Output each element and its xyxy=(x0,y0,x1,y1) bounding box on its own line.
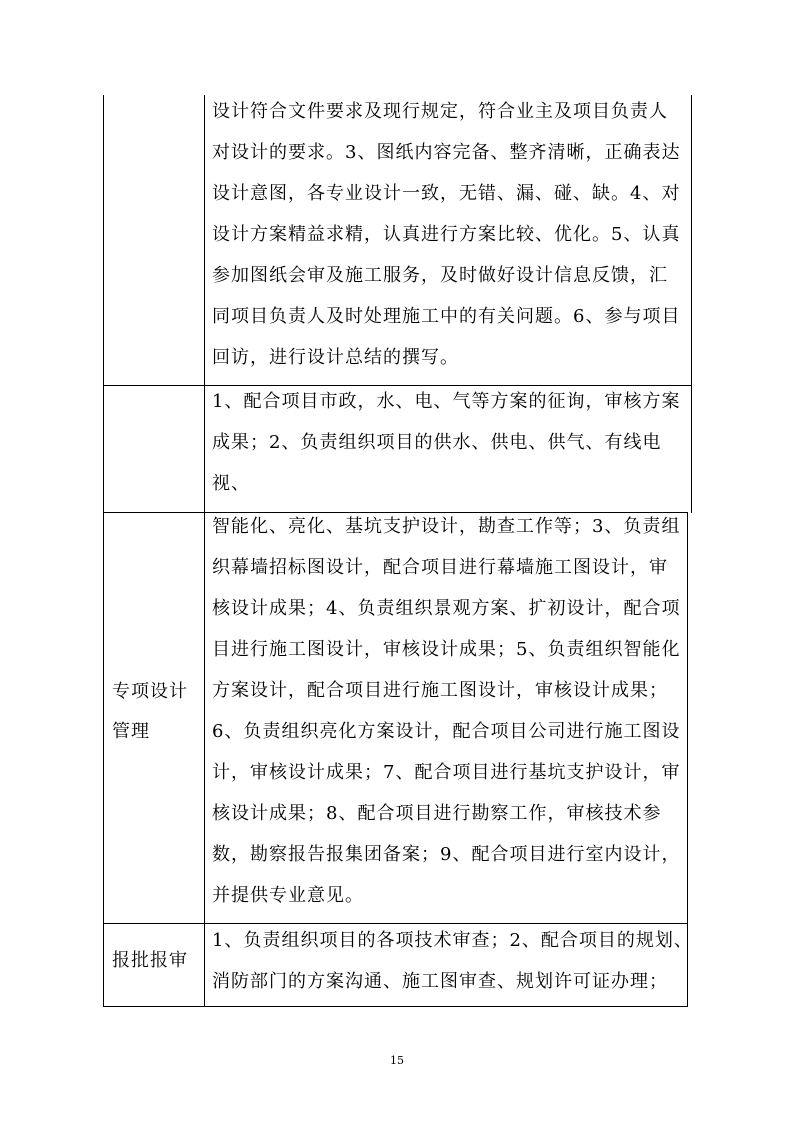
cell-text-line: 智能化、亮化、基坑支护设计，勘查工作等；3、负责组 xyxy=(212,516,681,537)
cell-text-line: 设计符合文件要求及现行规定，符合业主及项目负责人 xyxy=(212,101,668,122)
cell-text-line: 并提供专业意见。 xyxy=(212,885,364,906)
cell-text-line: 核设计成果；8、配合项目进行勘察工作，审核技术参 xyxy=(212,803,662,824)
table2-left-border xyxy=(103,512,104,1007)
table2-col-divider xyxy=(204,512,205,1007)
cell-text-line: 参加图纸会审及施工服务，及时做好设计信息反馈，汇 xyxy=(212,265,668,286)
table2-bottom-border xyxy=(103,1006,688,1007)
table2-row-divider xyxy=(103,923,688,924)
row-label: 报批报审 xyxy=(112,950,188,971)
cell-text-line: 核设计成果；4、负责组织景观方案、扩初设计，配合项 xyxy=(212,598,681,619)
row-label: 管理 xyxy=(112,721,150,742)
cell-text-line: 1、负责组织项目的各项技术审查；2、配合项目的规划、 xyxy=(212,930,693,951)
table1-right-border xyxy=(691,95,692,513)
cell-text-line: 设计方案精益求精，认真进行方案比较、优化。5、认真 xyxy=(212,224,681,245)
cell-text-line: 成果；2、负责组织项目的供水、供电、供气、有线电 xyxy=(212,432,662,453)
cell-text-line: 织幕墙招标图设计，配合项目进行幕墙施工图设计，审 xyxy=(212,557,668,578)
table1-col-divider xyxy=(204,95,205,512)
cell-text-line: 回访，进行设计总结的撰写。 xyxy=(212,347,459,368)
table1-left-border xyxy=(103,95,104,512)
cell-text-line: 6、负责组织亮化方案设计，配合项目公司进行施工图设 xyxy=(212,721,681,742)
cell-text-line: 设计意图，各专业设计一致，无错、漏、碰、缺。4、对 xyxy=(212,183,681,204)
cell-text-line: 方案设计，配合项目进行施工图设计，审核设计成果； xyxy=(212,680,668,701)
cell-text-line: 对设计的要求。3、图纸内容完备、整齐清晰，正确表达 xyxy=(212,142,681,163)
cell-text-line: 同项目负责人及时处理施工中的有关问题。6、参与项目 xyxy=(212,306,681,327)
table2-top-border xyxy=(103,512,688,513)
cell-text-line: 视、 xyxy=(212,473,250,494)
page-number: 15 xyxy=(390,1054,404,1067)
cell-text-line: 消防部门的方案沟通、施工图审查、规划许可证办理； xyxy=(212,971,668,992)
cell-text-line: 1、配合项目市政，水、电、气等方案的征询，审核方案 xyxy=(212,391,681,412)
cell-text-line: 计，审核设计成果；7、配合项目进行基坑支护设计，审 xyxy=(212,762,681,783)
cell-text-line: 目进行施工图设计，审核设计成果；5、负责组织智能化 xyxy=(212,639,681,660)
table1-row-divider xyxy=(103,385,692,386)
row-label: 专项设计 xyxy=(112,681,188,702)
cell-text-line: 数，勘察报告报集团备案；9、配合项目进行室内设计， xyxy=(212,844,681,865)
